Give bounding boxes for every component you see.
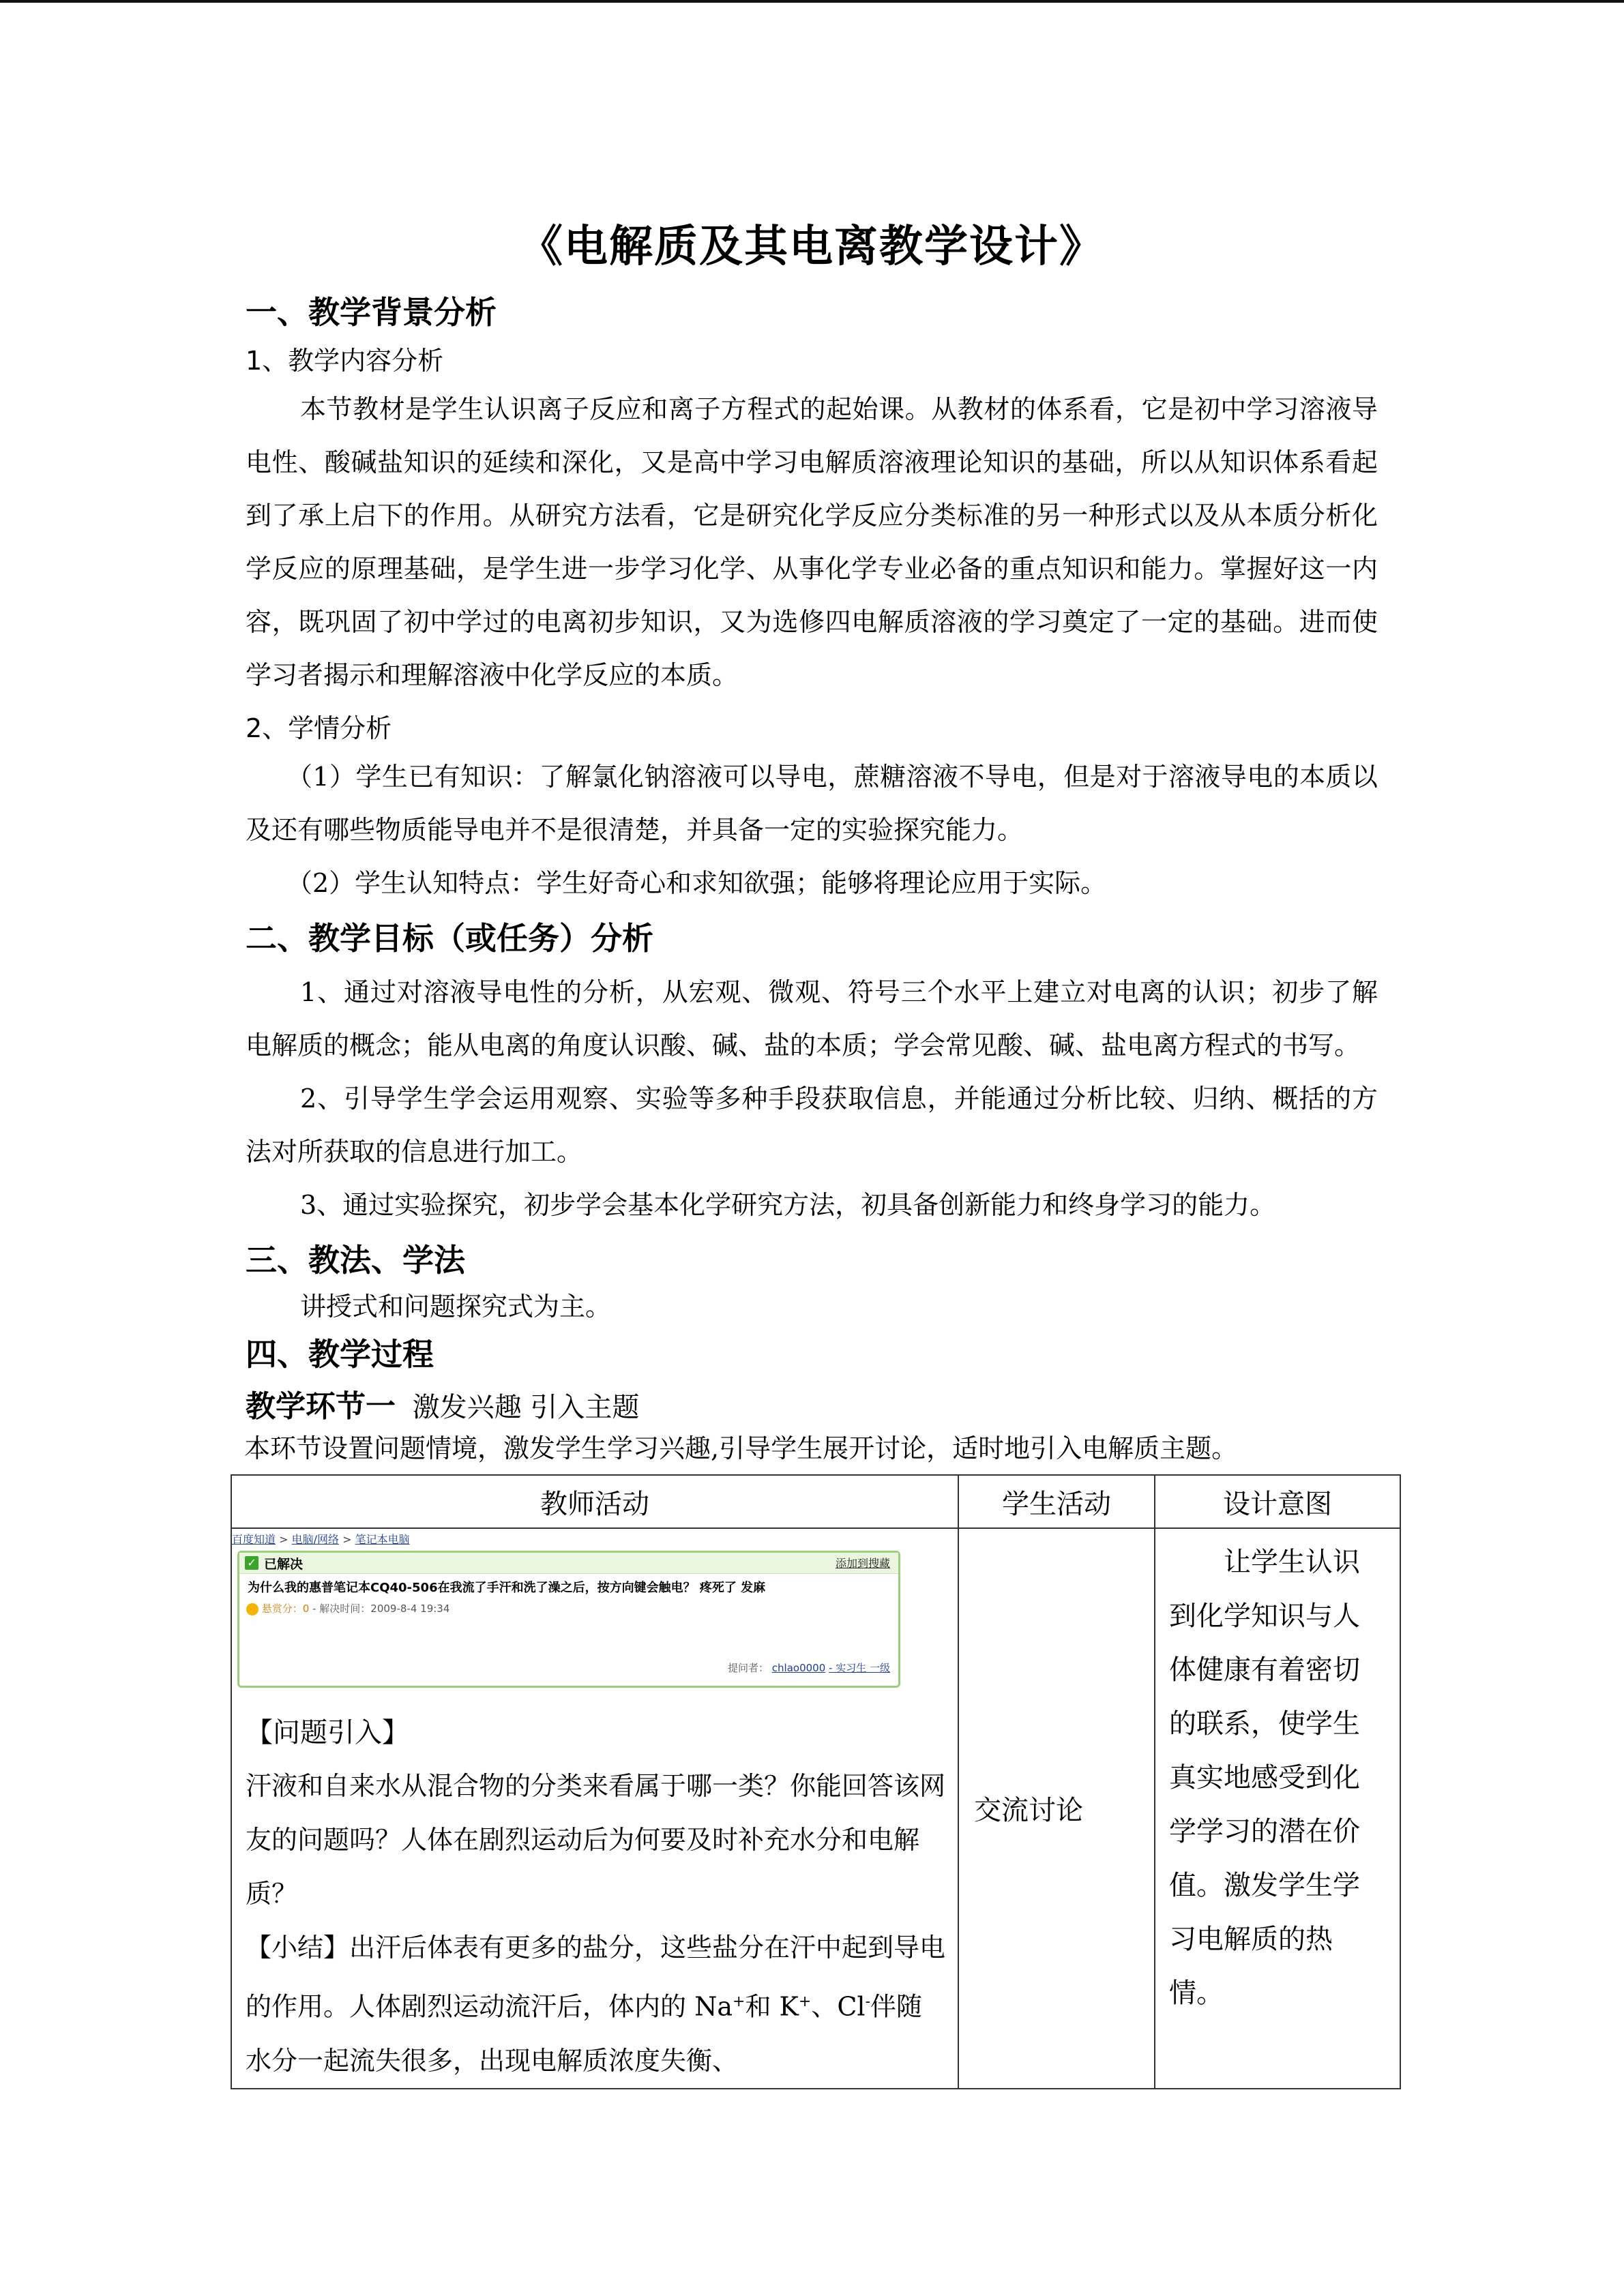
solved-status: 已解决 <box>264 1557 304 1572</box>
page-top-border <box>0 0 1624 3</box>
section-heading-methods: 三、教法、学法 <box>246 1242 465 1279</box>
superscript-plus: + <box>798 1993 812 2010</box>
objective-1: 1、通过对溶液导电性的分析，从宏观、微观、符号三个水平上建立对电离的认识；初步了解电解质的概念；能从电离的角度认识酸、碱、盐的本质；学会常见酸、碱、盐电离方程式的书写。 <box>246 977 1378 1060</box>
summary-text-a: 出汗后体表有更多的盐分，这些盐分在汗中起到导电的作用。人体剧烈运动流汗后，体内的 Na <box>246 1933 946 2022</box>
asker-name-link[interactable]: chlao0000 <box>771 1662 826 1674</box>
section-heading-objectives: 二、教学目标（或任务）分析 <box>246 920 653 957</box>
objective-2: 2、引导学生学会运用观察、实验等多种手段获取信息，并能通过分析比较、归纳、概括的方法对所获取的信息进行加工。 <box>246 1084 1378 1167</box>
checkmark-icon: ✓ <box>245 1556 259 1570</box>
coin-icon <box>246 1603 259 1615</box>
table-row <box>231 1528 1400 2089</box>
paragraph-content-analysis: 本节教材是学生认识离子反应和离子方程式的起始课。从教材的体系看，它是初中学习溶液导电性、酸碱盐知识的延续和深化，又是高中学习电解质溶液理论知识的基础，所以从知识体系看起到了承上启下的作用。从研究方法看，它是研究化学反应分类标准的另一种形式以及从本质分析化学反应的原理基础，是学生进一步学习化学、从事化学专业必备的重点知识和能力。掌握好这一内容，既巩固了初中学过的电离初步知识，又为选修四电解质溶液的学习奠定了一定的基础。进而使学习者揭示和理解溶液中化学反应的本质。 <box>246 394 1378 690</box>
superscript-plus: + <box>733 1993 745 2010</box>
summary-text-b: 和 K <box>745 1991 799 2022</box>
breadcrumb-separator: > <box>279 1533 289 1546</box>
step-label: 教学环节一 <box>246 1389 396 1424</box>
student-activity-cell: 交流讨论 <box>958 1528 1155 2089</box>
reward-points: 悬赏分：0 <box>261 1602 310 1615</box>
design-intent-cell <box>1155 1528 1400 2089</box>
embedded-forum-screenshot <box>232 1532 900 1688</box>
document-page <box>232 205 1378 2089</box>
question-header <box>239 1553 898 1574</box>
document-title: 《电解质及其电离教学设计》 <box>519 221 1104 272</box>
objective-3: 3、通过实验探究，初步学会基本化学研究方法，初具备创新能力和终身学习的能力。 <box>300 1190 1276 1220</box>
add-to-favorites-link[interactable]: 添加到搜藏 <box>835 1557 890 1570</box>
question-intro-label: 【问题引入】 <box>246 1717 409 1748</box>
solved-time: - 解决时间：2009-8-4 19:34 <box>312 1602 450 1615</box>
design-intent-text: 让学生认识到化学知识与人体健康有着密切的联系，使学生真实地感受到化学学习的潜在价值。激发学生学习电解质的热情。 <box>1169 1547 1360 2009</box>
breadcrumb-link-laptop[interactable]: 笔记本电脑 <box>355 1533 410 1546</box>
paragraph-prior-knowledge: （1）学生已有知识：了解氯化钠溶液可以导电，蔗糖溶液不导电，但是对于溶液导电的本质以及还有哪些物质能导电并不是很清楚，并具备一定的实验探究能力。 <box>246 762 1378 845</box>
breadcrumb <box>232 1532 900 1548</box>
subheading-content-analysis: 1、教学内容分析 <box>246 346 444 376</box>
summary-paragraph <box>246 1921 947 2088</box>
step-title: 激发兴趣 引入主题 <box>412 1392 640 1423</box>
asker-label: 提问者： <box>728 1662 769 1674</box>
section-heading-process: 四、教学过程 <box>246 1336 434 1373</box>
breadcrumb-separator: > <box>342 1533 352 1546</box>
summary-text-c: 、Cl <box>811 1991 866 2022</box>
step-intro: 本环节设置问题情境，激发学生学习兴趣,引导学生展开讨论，适时地引入电解质主题。 <box>244 1433 1238 1463</box>
asker-level: - 实习生 一级 <box>829 1662 890 1674</box>
section-heading-background: 一、教学背景分析 <box>246 294 497 331</box>
breadcrumb-link-baidu-zhidao[interactable]: 百度知道 <box>232 1533 276 1546</box>
subheading-learner-analysis: 2、学情分析 <box>246 713 392 743</box>
question-title: 为什么我的惠普笔记本CQ40-506在我流了手汗和洗了澡之后，按方向键会触电？ 疼死了 发麻 <box>248 1581 766 1595</box>
header-student-activity: 学生活动 <box>958 1475 1155 1528</box>
question-intro-text: 汗液和自来水从混合物的分类来看属于哪一类？你能回答该网友的问题吗？人体在剧烈运动后为何要及时补充水分和电解质？ <box>246 1771 946 1909</box>
summary-label: 【小结】 <box>246 1933 350 1963</box>
methods-text: 讲授式和问题探究式为主。 <box>300 1292 612 1322</box>
teacher-activity-cell <box>231 1528 958 2089</box>
question-box <box>237 1551 900 1688</box>
question-meta <box>239 1601 898 1615</box>
breadcrumb-link-computer-network[interactable]: 电脑/网络 <box>291 1533 340 1546</box>
asker-info <box>728 1660 890 1675</box>
paragraph-cognitive-traits: （2）学生认知特点：学生好奇心和求知欲强；能够将理论应用于实际。 <box>286 868 1107 898</box>
teaching-step-heading <box>246 1382 1378 1425</box>
header-teacher-activity: 教师活动 <box>231 1475 958 1528</box>
header-design-intent: 设计意图 <box>1155 1475 1400 1528</box>
superscript-minus: - <box>865 1993 871 2010</box>
teaching-activity-table <box>231 1474 1401 2089</box>
summary-text-d: 伴随水分一起流失很多，出现电解质浓度失衡、 <box>246 1991 923 2076</box>
table-header-row <box>231 1475 1400 1528</box>
